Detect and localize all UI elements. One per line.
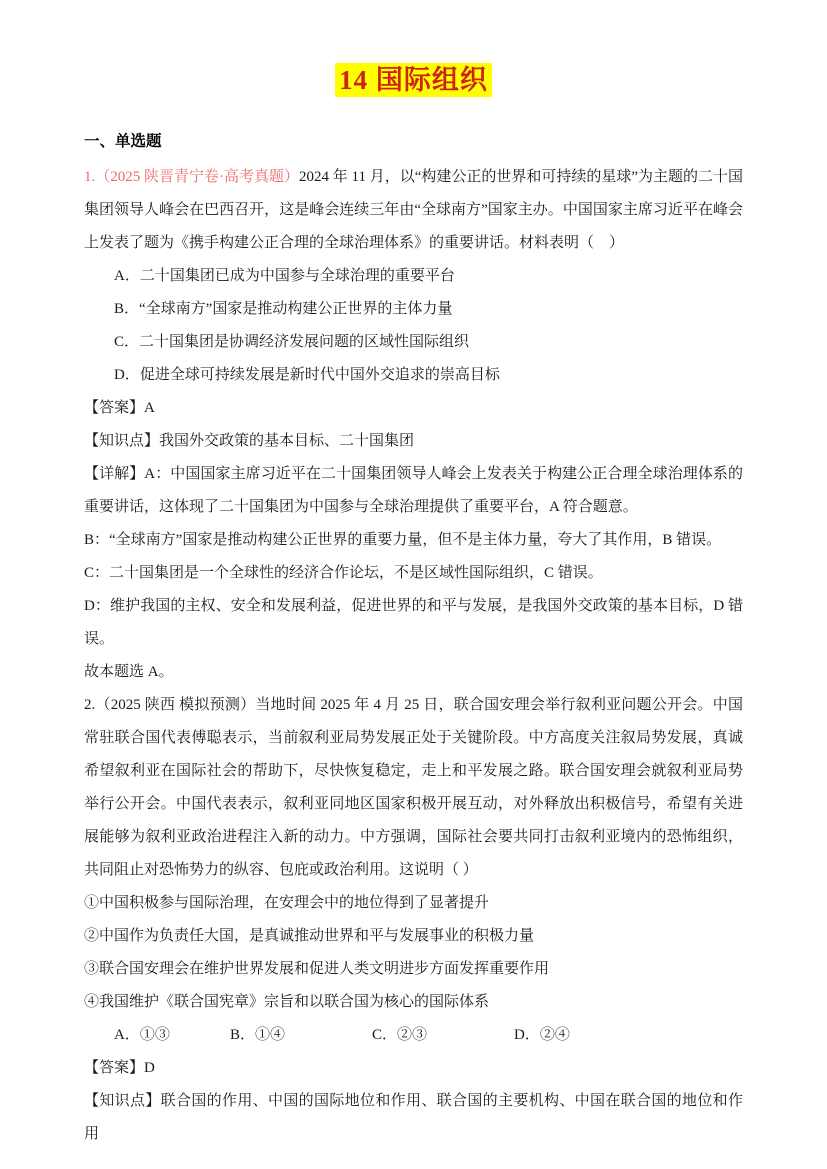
section-heading: 一、单选题 bbox=[84, 133, 162, 150]
question-1-analysis-d: D：维护我国的主权、安全和发展利益，促进世界的和平与发展，是我国外交政策的基本目标，D 错误。 bbox=[84, 598, 743, 647]
question-1-analysis-b: B：“全球南方”国家是推动构建公正世界的重要力量，但不是主体力量，夸大了其作用，B 错误。 bbox=[84, 532, 722, 548]
question-2-source: 2.（2025 陕西 模拟预测） bbox=[84, 697, 256, 713]
question-2-answer: 【答案】D bbox=[84, 1060, 155, 1076]
question-2-knowledge-points: 【知识点】联合国的作用、中国的国际地位和作用、联合国的主要机构、中国在联合国的地位和作用 bbox=[84, 1093, 743, 1142]
question-1-analysis-conclusion: 故本题选 A。 bbox=[84, 664, 174, 680]
question-2-choice-b: B．①④ bbox=[230, 1027, 286, 1043]
question-2-choice-d: D．②④ bbox=[514, 1027, 570, 1043]
question-1-option-c: C．二十国集团是协调经济发展问题的区域性国际组织 bbox=[114, 334, 470, 350]
question-2-choices-row bbox=[84, 1019, 743, 1052]
question-2-statement-3: ③联合国安理会在维护世界发展和促进人类文明进步方面发挥重要作用 bbox=[84, 961, 550, 977]
question-1-answer: 【答案】A bbox=[84, 400, 155, 416]
question-1-option-d: D．促进全球可持续发展是新时代中国外交追求的崇高目标 bbox=[114, 367, 500, 383]
page-title-text: 14 国际组织 bbox=[335, 63, 492, 97]
question-1-stem-text: 2024 年 11 月，以“构建公正的世界和可持续的星球”为主题的二十国集团领导人峰会在巴西召开，这是峰会连续三年由“全球南方”国家主办。中国国家主席习近平在峰会上发表了题为《携手构建公正合理的全球治理体系》的重要讲话。材料表明（ ） bbox=[84, 169, 744, 251]
question-1-analysis-a: 【详解】A：中国国家主席习近平在二十国集团领导人峰会上发表关于构建公正合理全球治理体系的重要讲话，这体现了二十国集团为中国参与全球治理提供了重要平台，A 符合题意。 bbox=[84, 466, 743, 515]
question-1-option-b: B．“全球南方”国家是推动构建公正世界的主体力量 bbox=[114, 301, 453, 317]
question-1-analysis-c: C：二十国集团是一个全球性的经济合作论坛，不是区域性国际组织，C 错误。 bbox=[84, 565, 603, 581]
question-2-statement-4: ④我国维护《联合国宪章》宗旨和以联合国为核心的国际体系 bbox=[84, 994, 490, 1010]
question-1-source: 1.（2025 陕晋青宁卷·高考真题） bbox=[84, 169, 299, 185]
page-title bbox=[84, 58, 743, 97]
question-2-stem bbox=[84, 689, 743, 887]
question-1-stem bbox=[84, 161, 743, 260]
question-2-stem-text: 当地时间 2025 年 4 月 25 日，联合国安理会举行叙利亚问题公开会。中国常驻联合国代表傅聪表示，当前叙利亚局势发展正处于关键阶段。中方高度关注叙局势发展，真诚希望叙利亚在国际社会的帮助下，尽快恢复稳定，走上和平发展之路。联合国安理会就叙利亚局势举行公开会。中国代表表示，叙利亚同地区国家积极开展互动，对外释放出积极信号，希望有关进展能够为叙利亚政治进程注入新的动力。中方强调，国际社会要共同打击叙利亚境内的恐怖组织，共同阻止对恐怖势力的纵容、包庇或政治利用。这说明（ ） bbox=[84, 697, 743, 878]
question-1-knowledge-points: 【知识点】我国外交政策的基本目标、二十国集团 bbox=[84, 433, 415, 449]
question-2-choice-c: C．②③ bbox=[372, 1027, 428, 1043]
question-1-option-a: A．二十国集团已成为中国参与全球治理的重要平台 bbox=[114, 268, 455, 284]
question-2-statement-1: ①中国积极参与国际治理，在安理会中的地位得到了显著提升 bbox=[84, 895, 490, 911]
question-2-statement-2: ②中国作为负责任大国，是真诚推动世界和平与发展事业的积极力量 bbox=[84, 928, 535, 944]
question-2-choice-a: A．①③ bbox=[114, 1027, 170, 1043]
